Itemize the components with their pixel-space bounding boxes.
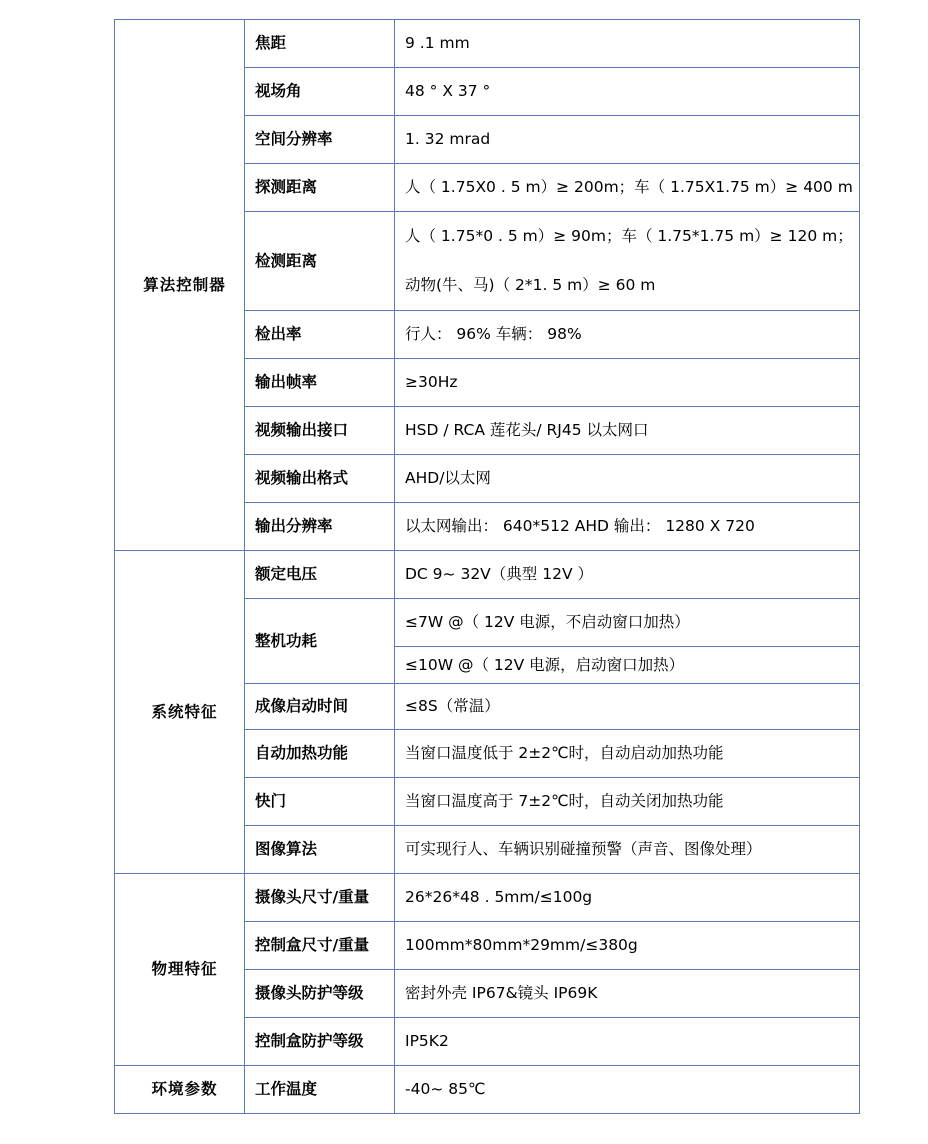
param-value: 1. 32 mrad	[395, 116, 860, 164]
param-value: 26*26*48 . 5mm/≤100g	[395, 874, 860, 922]
param-name: 输出帧率	[245, 359, 395, 407]
param-name: 整机功耗	[245, 599, 395, 684]
param-name: 焦距	[245, 20, 395, 68]
param-value: IP5K2	[395, 1018, 860, 1066]
param-value: 当窗口温度高于 7±2℃时，自动关闭加热功能	[395, 778, 860, 826]
category-cell: 系统特征	[115, 551, 245, 874]
param-value: ≤7W @（ 12V 电源，不启动窗口加热）	[395, 599, 860, 647]
table-row	[115, 874, 860, 922]
param-name: 检出率	[245, 311, 395, 359]
param-value-multiline	[395, 212, 860, 311]
param-name: 探测距离	[245, 164, 395, 212]
param-value: 100mm*80mm*29mm/≤380g	[395, 922, 860, 970]
param-name: 摄像头尺寸/重量	[245, 874, 395, 922]
param-value: DC 9~ 32V（典型 12V ）	[395, 551, 860, 599]
param-value: ≤8S（常温）	[395, 684, 860, 730]
category-cell: 物理特征	[115, 874, 245, 1066]
param-name: 自动加热功能	[245, 730, 395, 778]
param-value: 行人： 96% 车辆： 98%	[395, 311, 860, 359]
param-value: 密封外壳 IP67&镜头 IP69K	[395, 970, 860, 1018]
category-cell: 环境参数	[115, 1066, 245, 1114]
param-value: AHD/以太网	[395, 455, 860, 503]
param-name: 成像启动时间	[245, 684, 395, 730]
param-name: 工作温度	[245, 1066, 395, 1114]
param-name: 视频输出格式	[245, 455, 395, 503]
param-name: 摄像头防护等级	[245, 970, 395, 1018]
param-name: 控制盒尺寸/重量	[245, 922, 395, 970]
param-value: 可实现行人、车辆识别碰撞预警（声音、图像处理）	[395, 826, 860, 874]
param-value: 以太网输出： 640*512 AHD 输出： 1280 X 720	[395, 503, 860, 551]
param-value: ≥30Hz	[395, 359, 860, 407]
table-row	[115, 551, 860, 599]
param-name: 快门	[245, 778, 395, 826]
param-name: 视场角	[245, 68, 395, 116]
param-name: 控制盒防护等级	[245, 1018, 395, 1066]
param-value: 当窗口温度低于 2±2℃时，自动启动加热功能	[395, 730, 860, 778]
param-value: 48 ° X 37 °	[395, 68, 860, 116]
table-row	[115, 20, 860, 68]
spec-table	[114, 19, 860, 1114]
param-value: 9 .1 mm	[395, 20, 860, 68]
table-row	[115, 1066, 860, 1114]
param-value: -40~ 85℃	[395, 1066, 860, 1114]
param-value-line: 人（ 1.75*0 . 5 m）≥ 90m；车（ 1.75*1.75 m）≥ 120 m；	[405, 227, 853, 245]
param-name: 视频输出接口	[245, 407, 395, 455]
param-value-line: 动物(牛、马)（ 2*1. 5 m）≥ 60 m	[405, 276, 656, 294]
param-name: 空间分辨率	[245, 116, 395, 164]
param-name: 额定电压	[245, 551, 395, 599]
param-name: 输出分辨率	[245, 503, 395, 551]
param-value: 人（ 1.75X0 . 5 m）≥ 200m；车（ 1.75X1.75 m）≥ 400 m	[395, 164, 860, 212]
param-value: ≤10W @（ 12V 电源，启动窗口加热）	[395, 647, 860, 684]
param-value: HSD / RCA 莲花头/ RJ45 以太网口	[395, 407, 860, 455]
param-name: 检测距离	[245, 212, 395, 311]
param-name: 图像算法	[245, 826, 395, 874]
category-cell: 算法控制器	[115, 20, 245, 551]
